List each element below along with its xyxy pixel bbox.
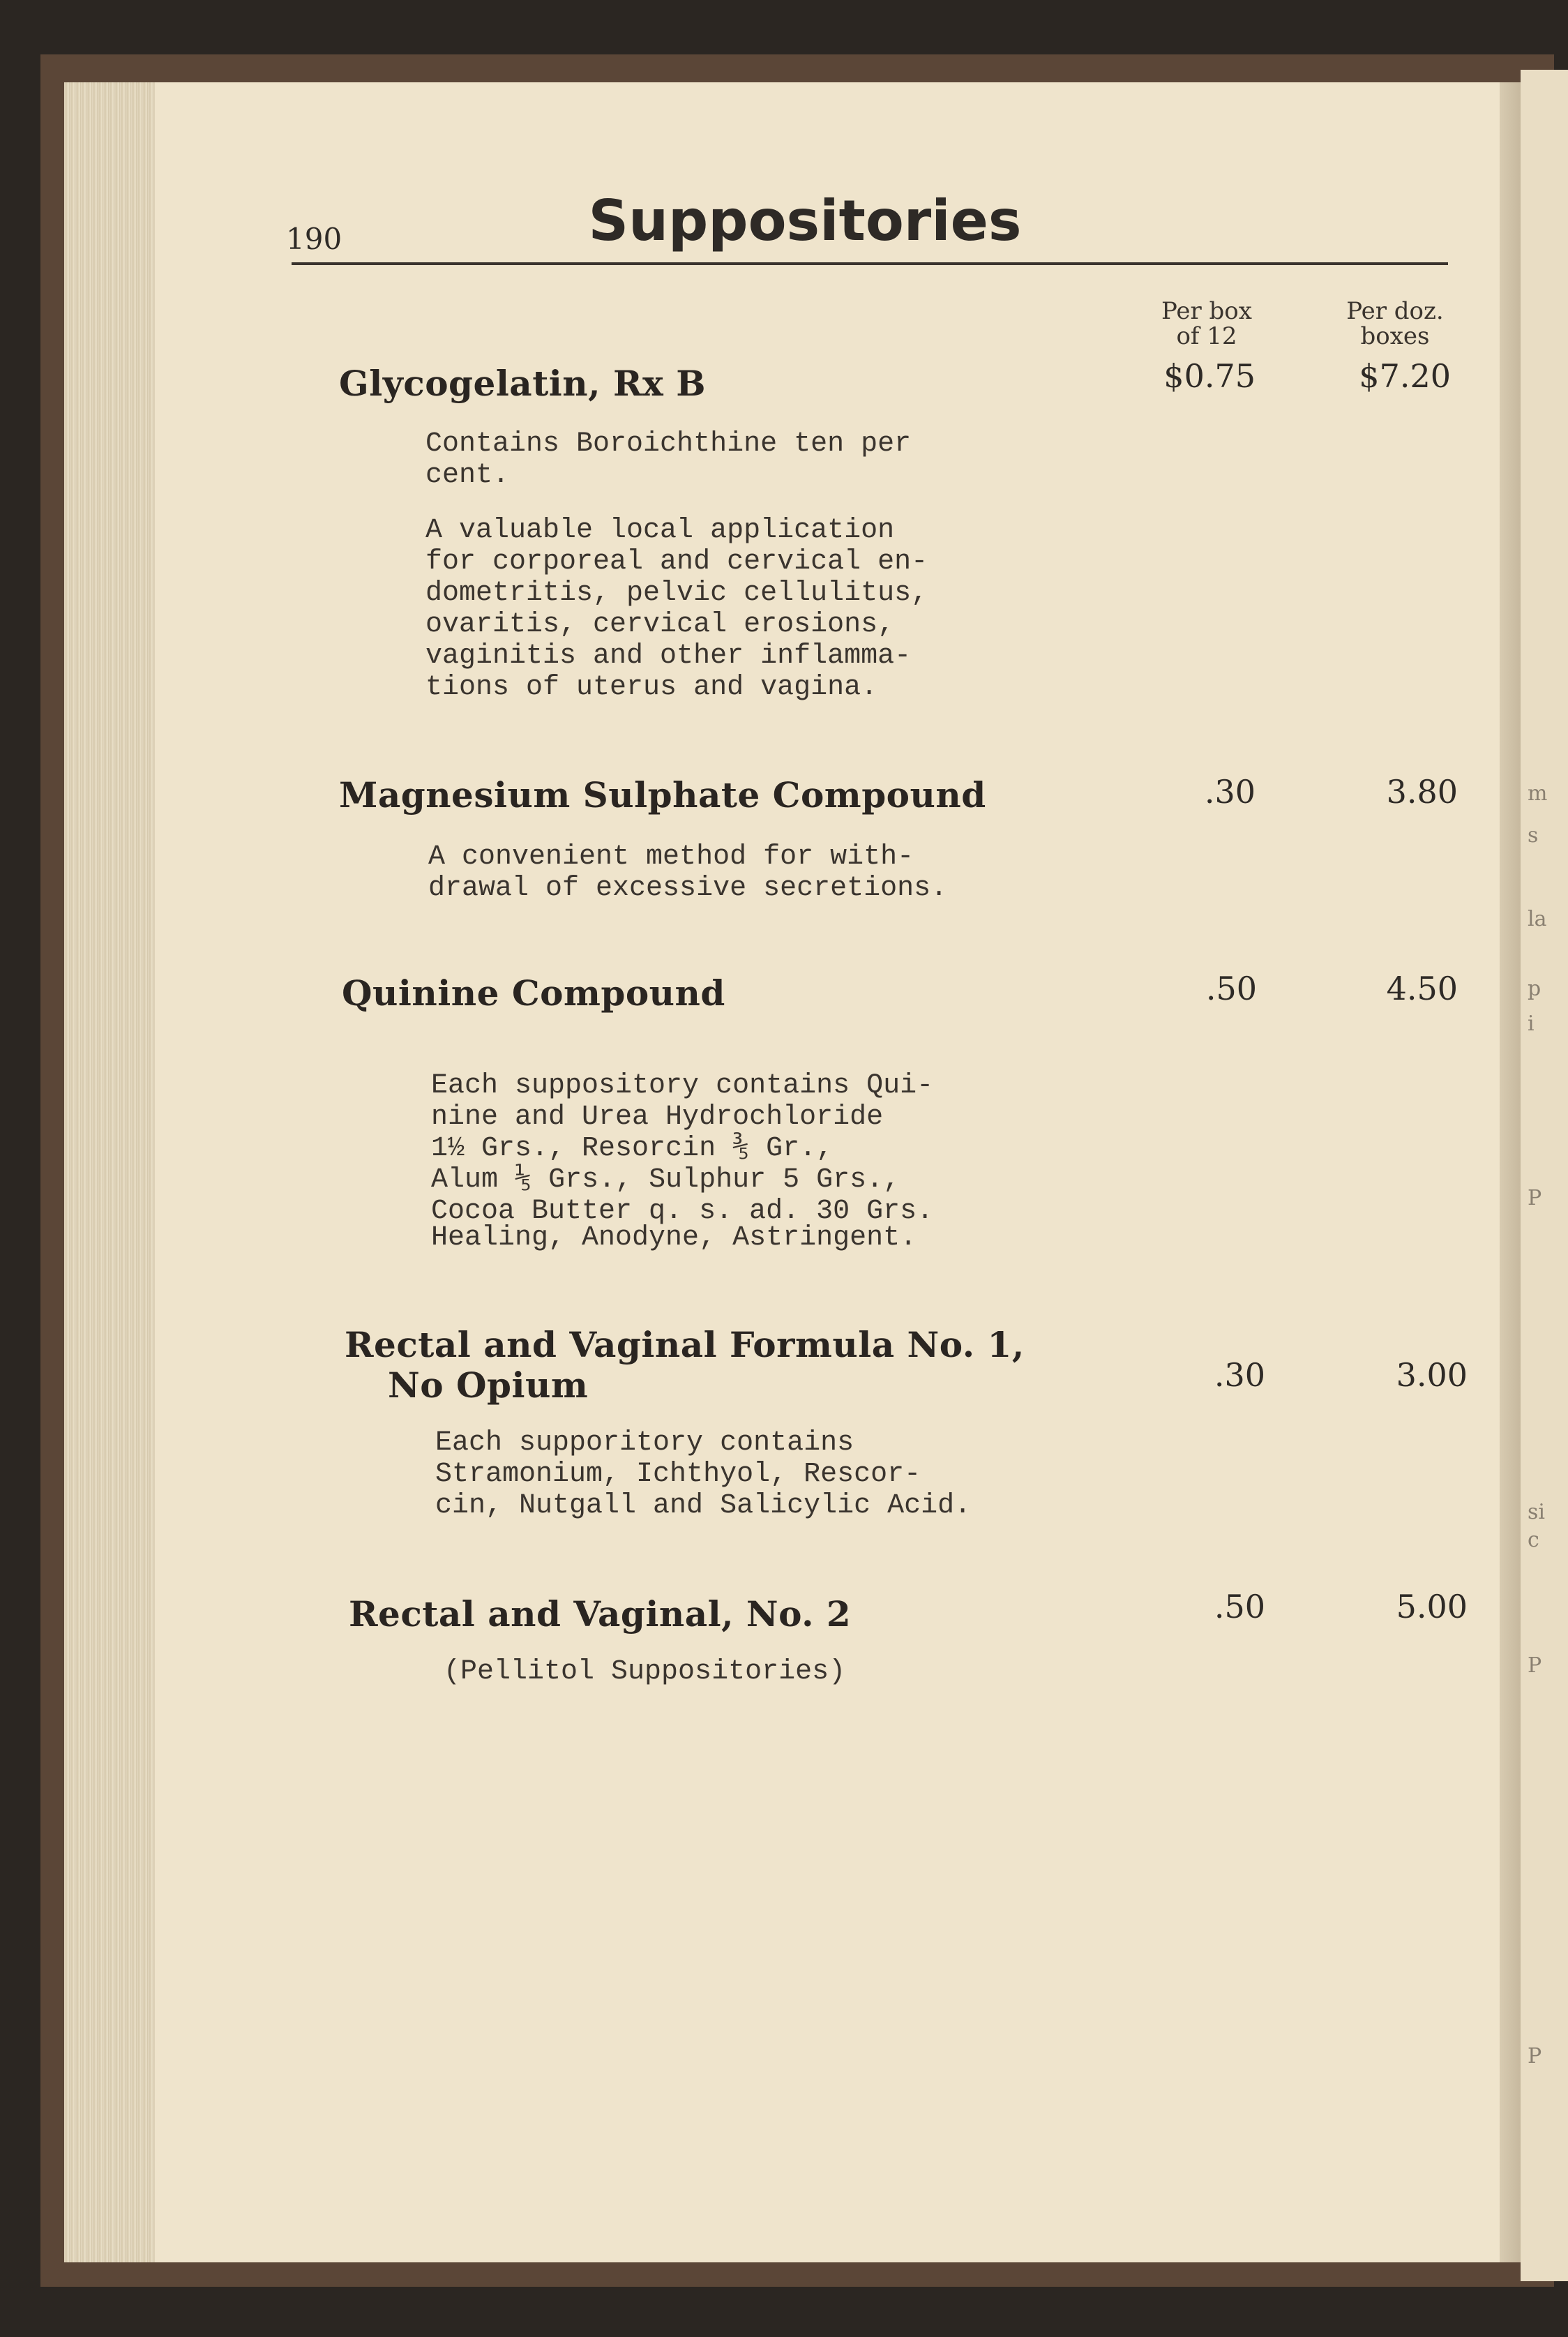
price-per-dozen: 3.00 <box>1396 1356 1468 1394</box>
product-description: Each suppository contains Qui- nine and Urea Hydrochloride 1½ Grs., Resorcin ⅗ Gr., Alum ⅕ Grs., Sulphur 5 Grs., Cocoa Butter q. s. ad. 30 Grs. <box>431 1070 934 1227</box>
product-name: Magnesium Sulphate Compound <box>339 774 986 816</box>
column-header-line: of 12 <box>1176 322 1237 350</box>
product-description: Each supporitory contains Stramonium, Ichthyol, Rescor- cin, Nutgall and Salicylic Acid. <box>435 1427 972 1521</box>
product-description: A convenient method for with- drawal of excessive secretions. <box>428 841 948 904</box>
price-per-box: .50 <box>1205 970 1257 1007</box>
product-name: Rectal and Vaginal Formula No. 1, <box>345 1324 1025 1365</box>
price-per-dozen: 5.00 <box>1396 1588 1468 1625</box>
column-header-per-box <box>1144 299 1269 349</box>
page-number: 190 <box>286 222 342 256</box>
product-name: Rectal and Vaginal, No. 2 <box>349 1593 852 1635</box>
price-per-dozen: 4.50 <box>1386 970 1458 1007</box>
column-header-line: Per box <box>1161 297 1252 325</box>
product-name: Glycogelatin, Rx B <box>339 363 706 404</box>
product-name: Quinine Compound <box>342 972 725 1014</box>
price-per-box: $0.75 <box>1163 357 1256 395</box>
price-per-box: .30 <box>1204 773 1256 811</box>
price-per-box: .50 <box>1214 1588 1265 1625</box>
product-description: A valuable local application for corporeal and cervical en- dometritis, pelvic cellulitus, ovaritis, cervical erosions, vaginitis and other inflamma- tions of uterus and vagina. <box>425 515 928 703</box>
page-edges <box>64 82 162 2262</box>
facing-page-edge: m s la p i P si c P P <box>1521 70 1568 2281</box>
title-rule <box>292 262 1448 265</box>
page-title: Suppositories <box>588 188 1022 253</box>
product-name-continued: No Opium <box>388 1365 589 1406</box>
column-header-line: Per doz. <box>1346 297 1444 325</box>
product-description: Healing, Anodyne, Astringent. <box>431 1222 917 1254</box>
product-description: Contains Boroichthine ten per cent. <box>425 428 912 491</box>
price-per-box: .30 <box>1214 1356 1265 1394</box>
column-header-line: boxes <box>1360 322 1430 350</box>
price-per-dozen: $7.20 <box>1359 357 1451 395</box>
column-header-per-doz <box>1332 299 1458 349</box>
price-per-dozen: 3.80 <box>1386 773 1458 811</box>
product-description: (Pellitol Suppositories) <box>444 1656 846 1688</box>
